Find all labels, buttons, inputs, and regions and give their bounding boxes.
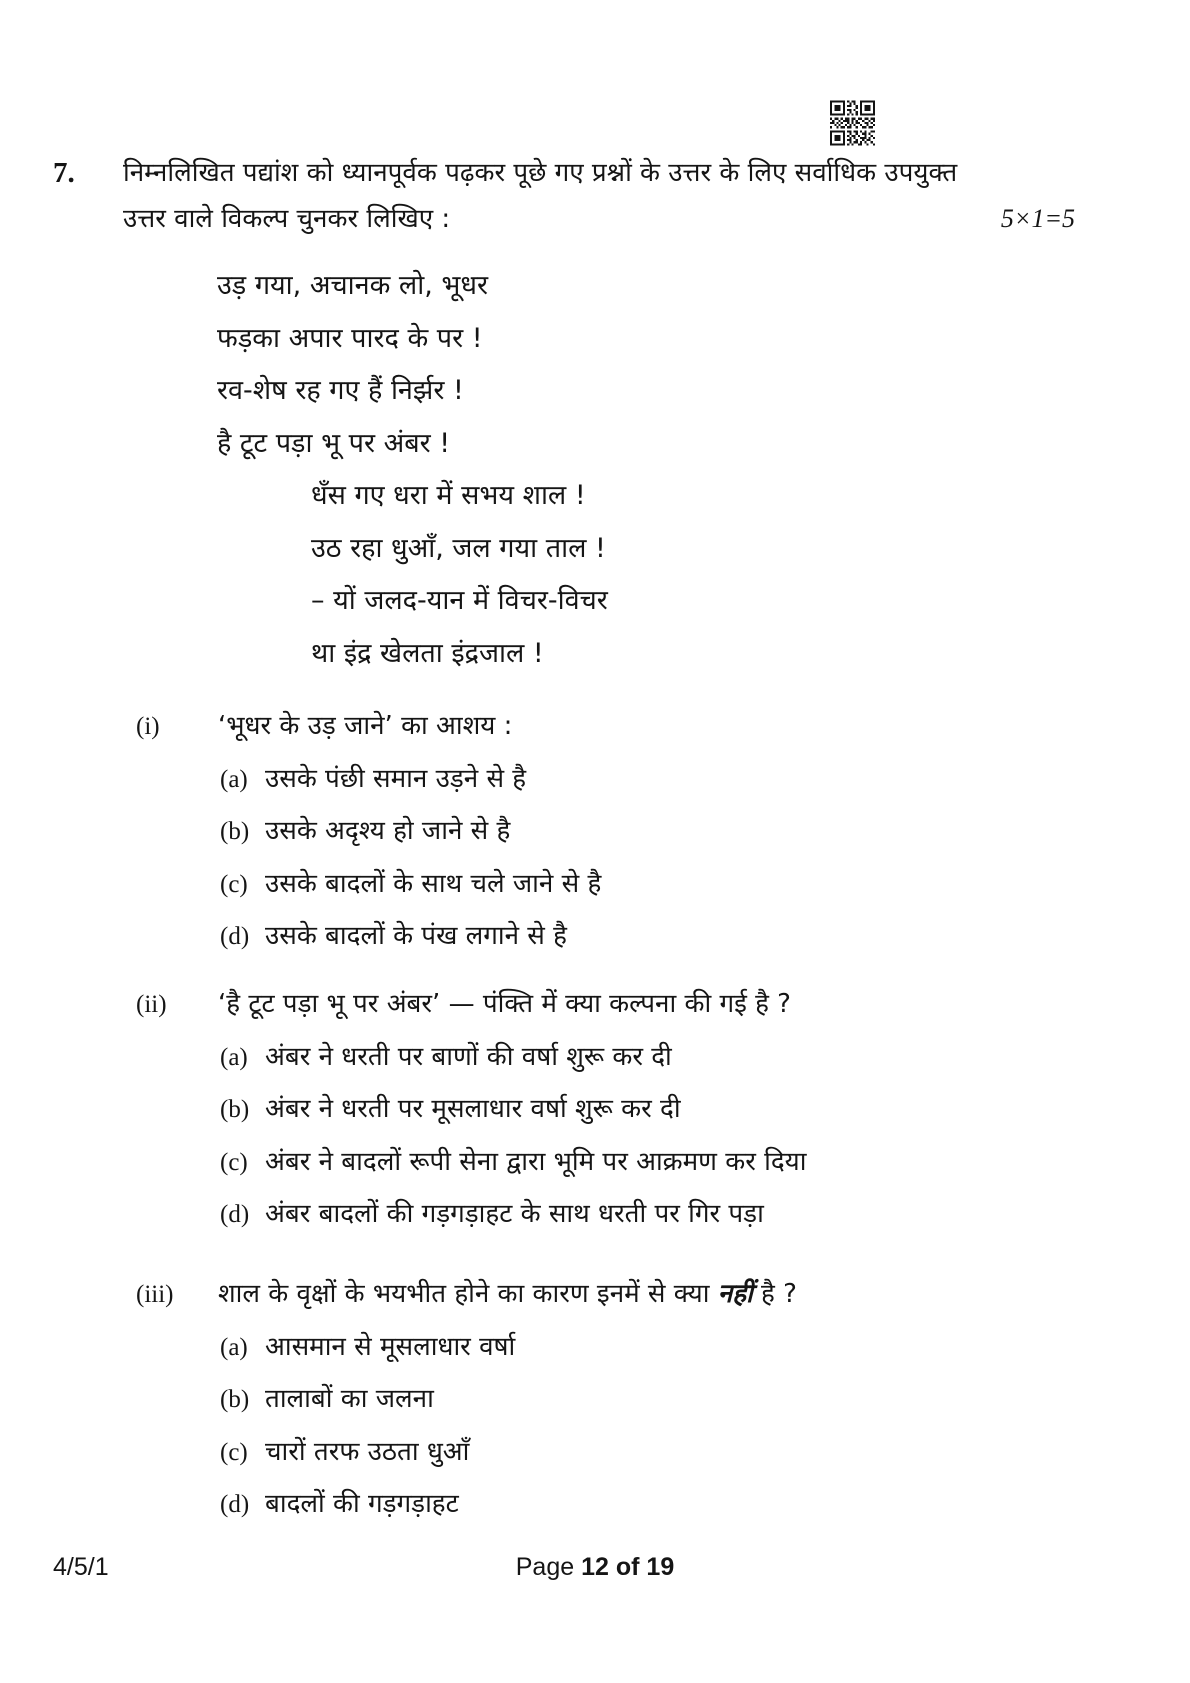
poem-line: रव-शेष रह गए हैं निर्झर ! [217, 375, 464, 406]
option-d-label: (d) [220, 1491, 250, 1518]
option-d-text: बादलों की गड़गड़ाहट [265, 1489, 459, 1519]
of-word: of [615, 1553, 640, 1581]
total-pages: 19 [646, 1553, 675, 1581]
option-a-label: (a) [220, 765, 248, 793]
option-b-text: अंबर ने धरती पर मूसलाधार वर्षा शुरू कर दी [265, 1094, 681, 1124]
poem-line: धँस गए धरा में सभय शाल ! [311, 480, 586, 511]
poem-extract [217, 260, 608, 680]
subquestion-i-label: (i) [136, 713, 160, 740]
option-a-label: (a) [220, 1333, 248, 1361]
subquestion-iii-text [218, 1279, 797, 1309]
page-indicator [0, 1553, 1190, 1582]
subquestion-ii [53, 978, 1075, 1241]
option-row [53, 1136, 1075, 1189]
option-a-text: आसमान से मूसलाधार वर्षा [265, 1331, 516, 1362]
option-row [53, 1188, 1075, 1241]
option-row [53, 753, 1075, 806]
subquestion-ii-text: ‘है टूट पड़ा भू पर अंबर’ — पंक्ति में क्या कल्पना की गई है ? [218, 989, 791, 1019]
option-c-label: (c) [220, 1438, 248, 1466]
subquestion-iii-text-before: शाल के वृक्षों के भयभीत होने का कारण इनमें से क्या [218, 1279, 718, 1309]
option-row [53, 1321, 1075, 1374]
question-intro-line1: निम्नलिखित पद्यांश को ध्यानपूर्वक पढ़कर पूछे गए प्रश्नों के उत्तर के लिए सर्वाधिक उपयुक्त [123, 158, 958, 188]
option-a-label: (a) [220, 1043, 248, 1071]
option-a-text: अंबर ने धरती पर बाणों की वर्षा शुरू कर दी [265, 1041, 672, 1072]
question-intro-line2: उत्तर वाले विकल्प चुनकर लिखिए : [123, 204, 451, 234]
option-row [53, 805, 1075, 858]
option-row [53, 1031, 1075, 1084]
option-a-text: उसके पंछी समान उड़ने से है [265, 763, 527, 794]
option-b-label: (b) [220, 818, 250, 845]
option-d-text: उसके बादलों के पंख लगाने से है [265, 921, 567, 951]
subquestion-iii-emphasis: नहीं [717, 1279, 753, 1309]
option-b-text: उसके अदृश्य हो जाने से है [265, 816, 511, 846]
subquestion-iii-text-after: है ? [752, 1279, 797, 1309]
option-c-text: उसके बादलों के साथ चले जाने से है [265, 868, 602, 899]
option-b-text: तालाबों का जलना [265, 1384, 434, 1414]
subquestion-ii-label: (ii) [136, 991, 167, 1018]
subquestion-i-text: ‘भूधर के उड़ जाने’ का आशय : [218, 711, 513, 741]
subquestion-iii [53, 1268, 1075, 1531]
question-number: 7. [53, 157, 75, 189]
poem-line: – यों जलद-यान में विचर-विचर [311, 585, 608, 616]
option-d-label: (d) [220, 923, 250, 950]
poem-line: उठ रहा धुआँ, जल गया ताल ! [311, 532, 606, 564]
option-row [53, 1373, 1075, 1426]
option-c-text: चारों तरफ उठता धुआँ [265, 1436, 470, 1467]
option-b-label: (b) [220, 1096, 250, 1123]
question-7-header [53, 150, 1075, 242]
option-c-label: (c) [220, 870, 248, 898]
page-number: 12 [581, 1553, 609, 1581]
subquestion-i [53, 700, 1075, 963]
option-b-label: (b) [220, 1386, 250, 1413]
option-row [53, 1426, 1075, 1479]
page-footer [0, 1553, 1190, 1593]
option-d-text: अंबर बादलों की गड़गड़ाहट के साथ धरती पर गिर पड़ा [265, 1199, 764, 1229]
option-d-label: (d) [220, 1201, 250, 1228]
subquestion-iii-label: (iii) [136, 1281, 174, 1308]
option-row [53, 1478, 1075, 1531]
option-row [53, 1083, 1075, 1136]
option-row [53, 910, 1075, 963]
poem-line: है टूट पड़ा भू पर अंबर ! [217, 427, 451, 459]
option-c-label: (c) [220, 1148, 248, 1176]
poem-line: उड़ गया, अचानक लो, भूधर [217, 270, 489, 301]
option-row [53, 858, 1075, 911]
paper-code: 4/5/1 [53, 1553, 109, 1581]
option-c-text: अंबर ने बादलों रूपी सेना द्वारा भूमि पर आक्रमण कर दिया [265, 1146, 807, 1177]
qr-code [830, 99, 875, 147]
marks-scheme: 5×1=5 [1000, 204, 1075, 233]
poem-line: था इंद्र खेलता इंद्रजाल ! [311, 637, 544, 669]
poem-line: फड़का अपार पारद के पर ! [217, 322, 483, 354]
question-intro [123, 150, 1075, 242]
page-word: Page [515, 1553, 575, 1581]
